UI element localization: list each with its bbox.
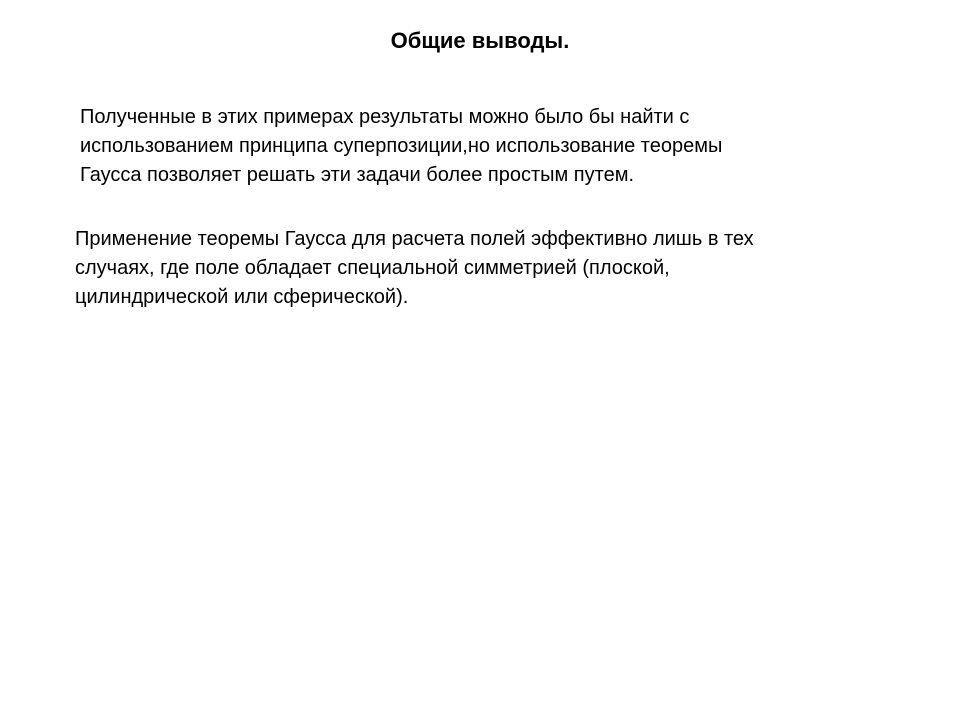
paragraph-line: использованием принципа суперпозиции,но использование теоремы — [80, 135, 723, 157]
paragraph-conclusion-symmetry — [75, 225, 905, 312]
paragraph-conclusion-superposition — [80, 103, 880, 190]
paragraph-line: Полученные в этих примерах результаты можно было бы найти с — [80, 106, 690, 128]
paragraph-line: Применение теоремы Гаусса для расчета полей эффективно лишь в тех — [75, 228, 754, 250]
slide-title: Общие выводы. — [390, 28, 570, 53]
paragraph-line: цилиндрической или сферической). — [75, 286, 409, 308]
paragraph-line: случаях, где поле обладает специальной симметрией (плоской, — [75, 257, 670, 279]
paragraph-line: Гаусса позволяет решать эти задачи более простым путем. — [80, 164, 635, 186]
